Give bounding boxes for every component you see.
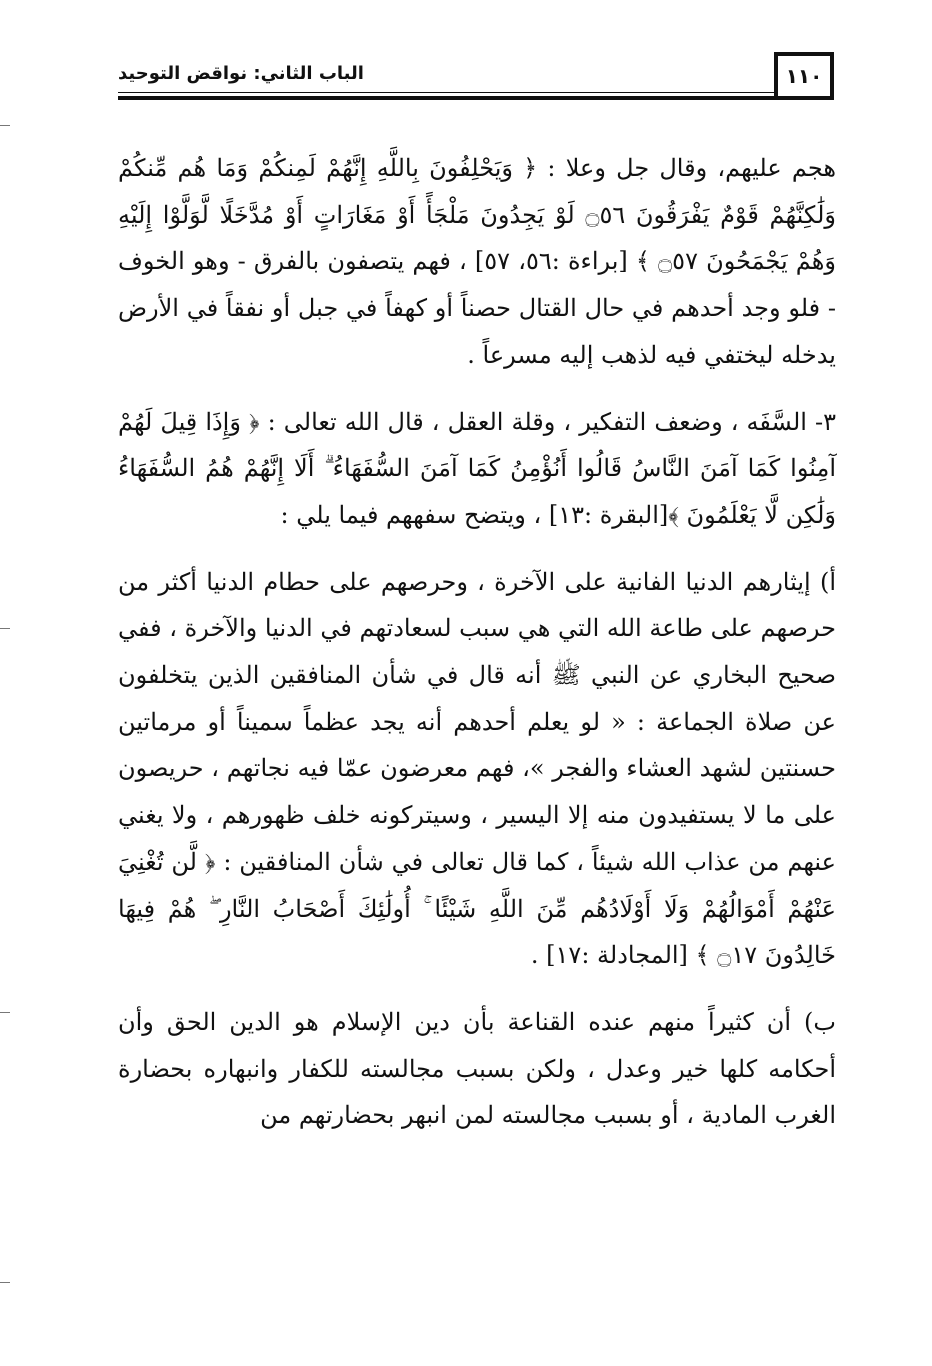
scan-edge-mark bbox=[0, 125, 10, 126]
page-body bbox=[118, 145, 836, 1139]
scan-edge-mark bbox=[0, 1282, 10, 1283]
header-rule-thin bbox=[118, 92, 774, 93]
paragraph-gap bbox=[118, 539, 836, 559]
paragraph-3: أ) إيثارهم الدنيا الفانية على الآخرة ، وحرصهم على حطام الدنيا أكثر من حرصهم على طاعة الله التي هي سبب لسعادتهم في الدنيا والآخرة ، ففي صحيح البخاري عن النبي ﷺ أنه قال في شأن المنافقين الذين يتخلفون عن صلاة الجماعة : « لو يعلم أحدهم أنه يجد عظماً سميناً أو مرماتين حسنتين لشهد العشاء والفجر »، فهم معرضون عمّا فيه نجاتهم ، حريصون على ما لا يستفيدون منه إلا اليسير ، وسيتركونه خلف ظهورهم ، ولا يغني عنهم من عذاب الله شيئاً ، كما قال تعالى في شأن المنافقين : ﴿ لَّن تُغْنِيَ عَنْهُمْ أَمْوَالُهُمْ وَلَا أَوْلَادُهُم مِّنَ اللَّهِ شَيْئًا ۚ أُولَٰئِكَ أَصْحَابُ النَّارِ ۖ هُمْ فِيهَا خَالِدُونَ ۝١٧ ﴾ [المجادلة :١٧] . bbox=[118, 567, 836, 970]
paragraph-gap bbox=[118, 379, 836, 399]
chapter-title: الباب الثاني: نواقض التوحيد bbox=[118, 63, 364, 84]
page-number: ١١٠ bbox=[774, 52, 834, 100]
scan-edge-mark bbox=[0, 1012, 10, 1013]
header-rule-thick bbox=[118, 96, 774, 100]
paragraph-2: ٣- السَّفَه ، وضعف التفكير ، وقلة العقل ، قال الله تعالى : ﴿ وَإِذَا قِيلَ لَهُمْ آمِنُوا كَمَا آمَنَ النَّاسُ قَالُوا أَنُؤْمِنُ كَمَا آمَنَ السُّفَهَاءُ ۗ أَلَا إِنَّهُمْ هُمُ السُّفَهَاءُ وَلَٰكِن لَّا يَعْلَمُونَ ﴾[البقرة :١٣] ، ويتضح سفههم فيما يلي : bbox=[118, 407, 836, 529]
scan-edge-mark bbox=[0, 628, 10, 629]
page-header bbox=[118, 52, 834, 104]
paragraph-4: ب) أن كثيراً منهم عنده القناعة بأن دين الإسلام هو الدين الحق وأن أحكامه كلها خير وعدل ، ولكن بسبب مجالسته للكفار وانبهاره بحضارة الغرب المادية ، أو بسبب مجالسته لمن انبهر بحضارتهم من bbox=[118, 1007, 836, 1130]
paragraph-gap bbox=[118, 979, 836, 999]
paragraph-1: هجم عليهم، وقال جل وعلا : ﴿ وَيَحْلِفُونَ بِاللَّهِ إِنَّهُمْ لَمِنكُمْ وَمَا هُم مِّنكُمْ وَلَٰكِنَّهُمْ قَوْمٌ يَفْرَقُونَ ۝٥٦ لَوْ يَجِدُونَ مَلْجَأً أَوْ مَغَارَاتٍ أَوْ مُدَّخَلًا لَّوَلَّوْا إِلَيْهِ وَهُمْ يَجْمَحُونَ ۝٥٧ ﴾ [براءة :٥٦، ٥٧] ، فهم يتصفون بالفرق - وهو الخوف - فلو وجد أحدهم في حال القتال حصناً أو كهفاً في جبل أو نفقاً في الأرض يدخله ليختفي فيه لذهب إليه مسرعاً . bbox=[118, 154, 837, 369]
